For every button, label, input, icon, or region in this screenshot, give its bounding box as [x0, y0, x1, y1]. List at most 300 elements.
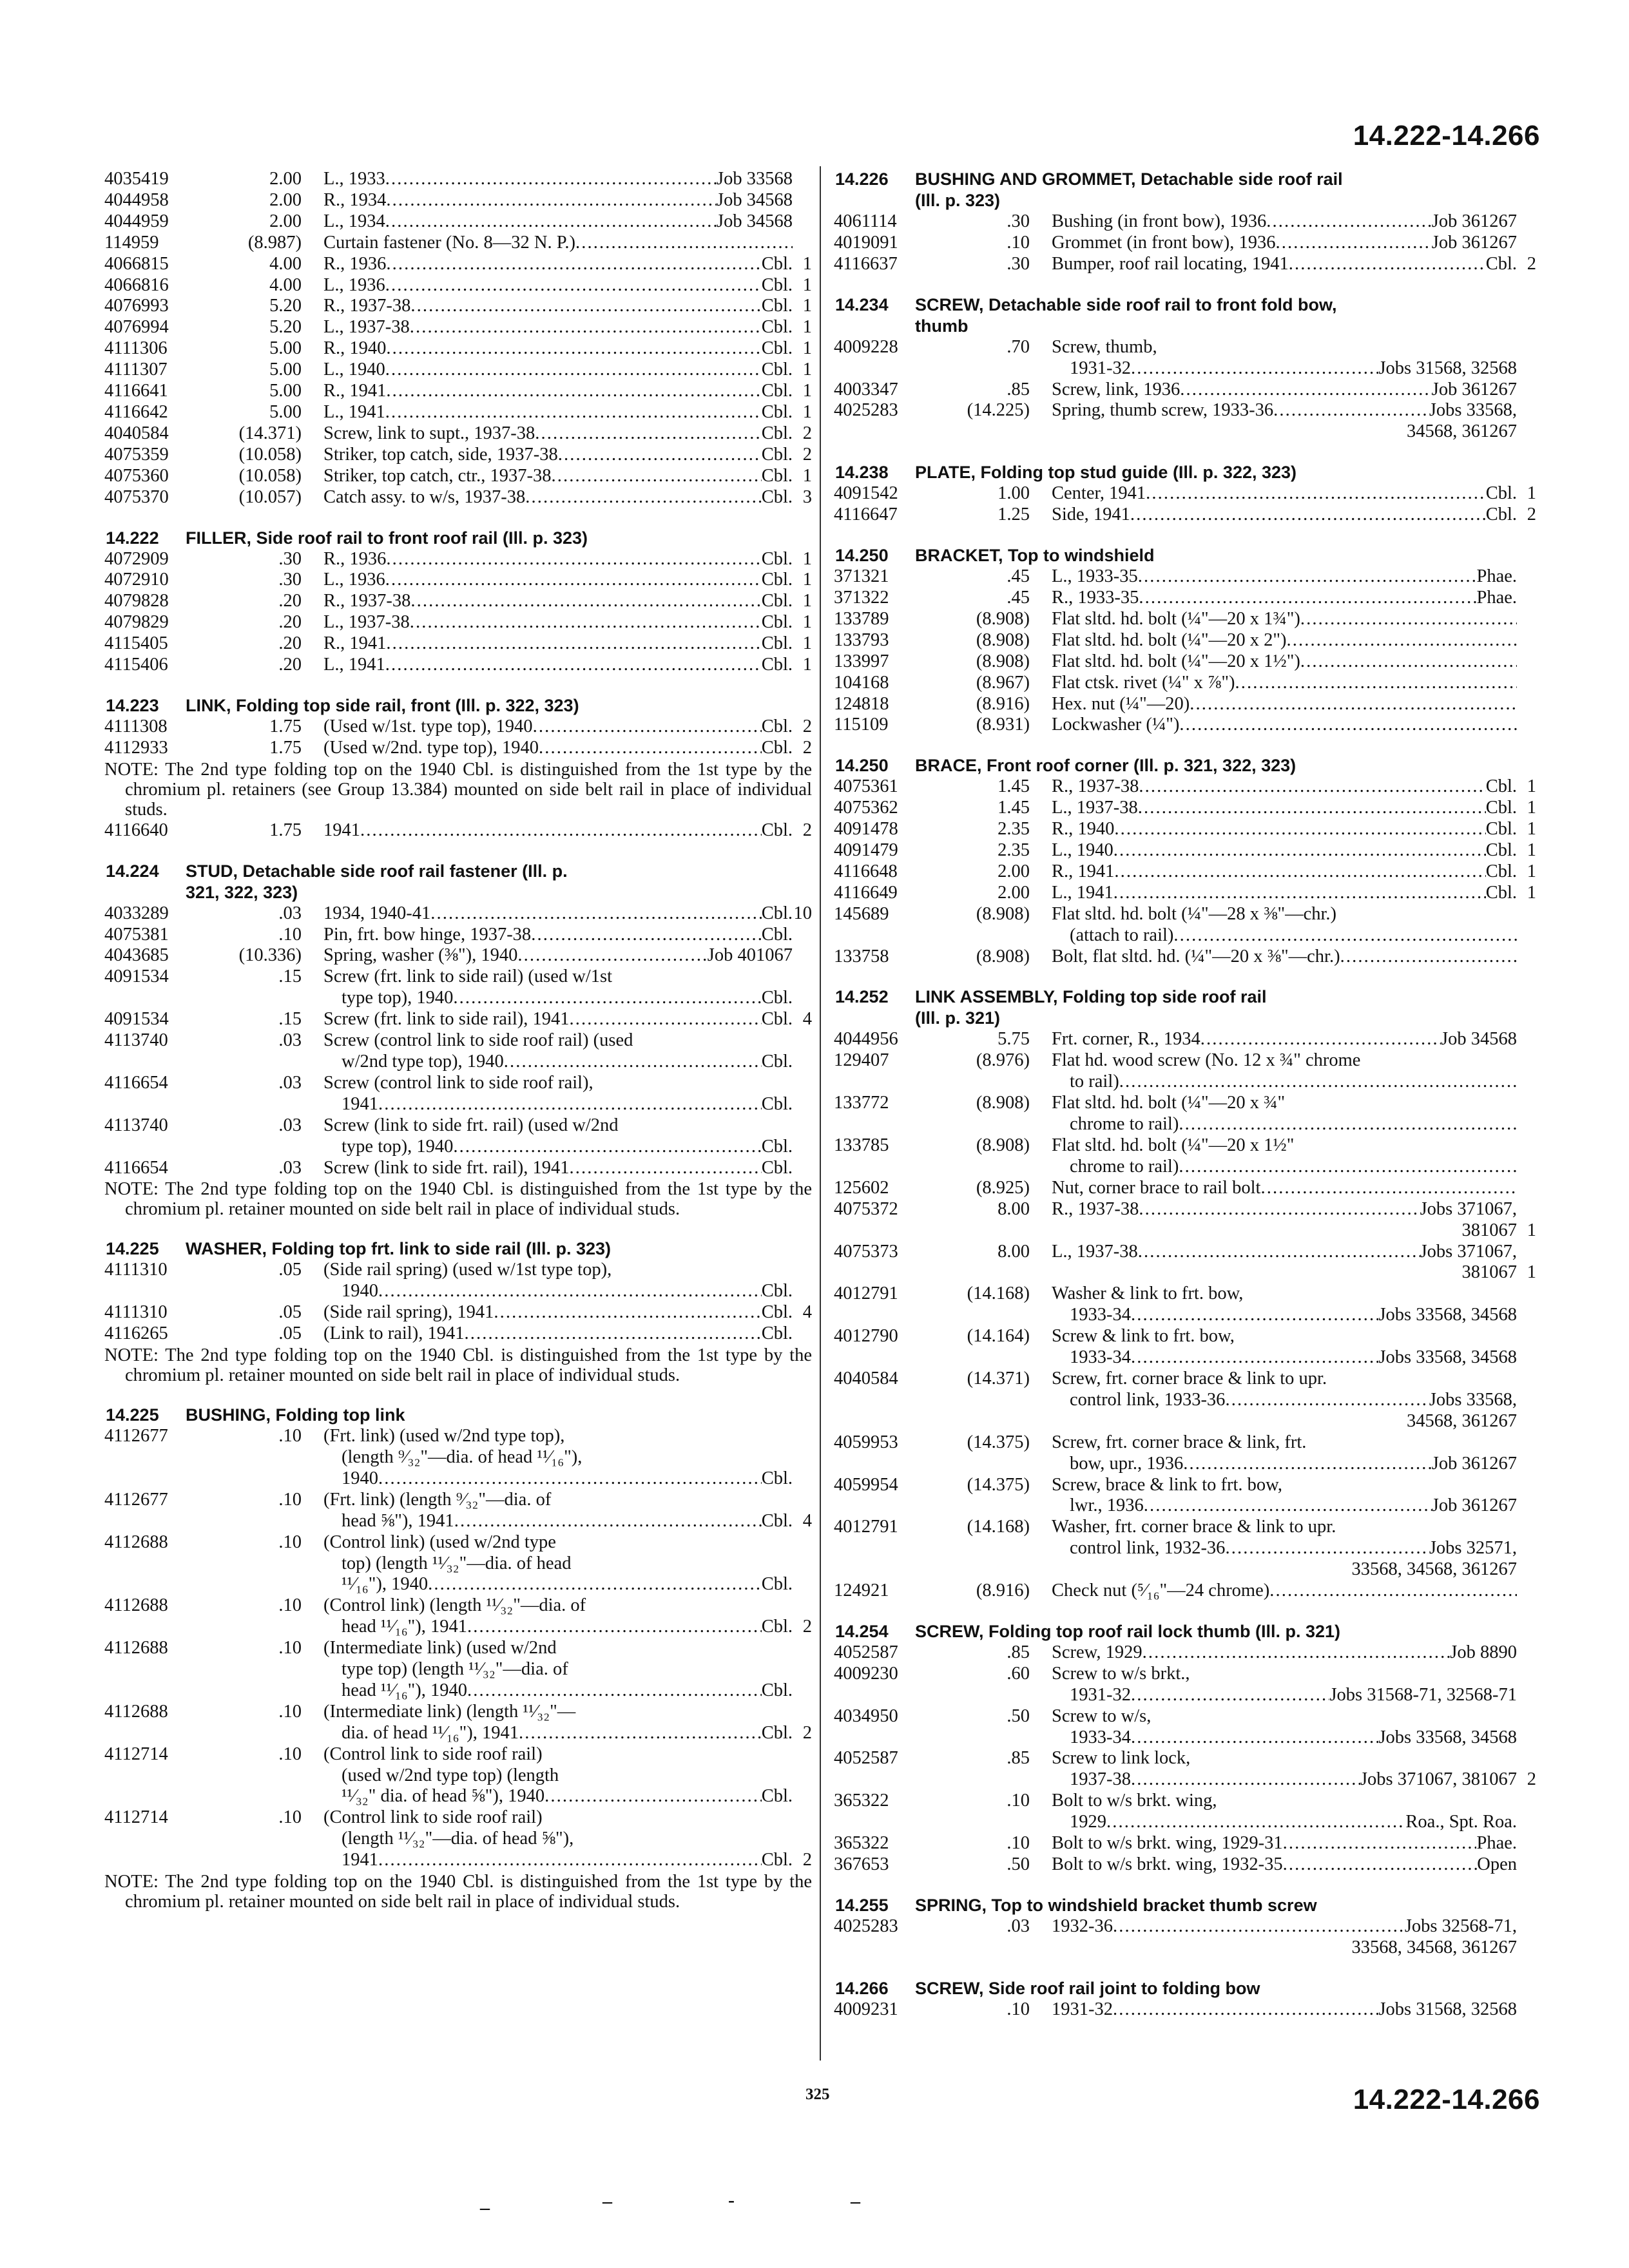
part-price: .10: [278, 1532, 302, 1552]
description-line: [323, 1468, 793, 1490]
part-row: [104, 1595, 812, 1638]
application: Jobs 31568-71, 32568-71: [1329, 1684, 1517, 1705]
description-line: [323, 903, 793, 925]
description-line: [323, 925, 793, 946]
dot-leader: [539, 738, 762, 759]
part-row: [834, 483, 1536, 505]
part-description: [1052, 1854, 1517, 1876]
quantity: 3: [802, 486, 812, 507]
part-number: 4059954: [834, 1474, 898, 1495]
section-heading: [834, 1621, 1536, 1642]
part-price: 2.00: [998, 882, 1030, 903]
description-text: Pin, frt. bow hinge, 1937-38: [323, 924, 532, 945]
dot-leader: [385, 570, 762, 591]
part-row: [104, 169, 812, 190]
part-price: .10: [278, 1807, 302, 1828]
part-row: [104, 296, 812, 317]
description-text: L., 1933-35: [1052, 566, 1138, 587]
part-price: 1.25: [998, 505, 1030, 525]
part-description: [323, 211, 793, 233]
description-line: [323, 423, 793, 445]
dot-leader: [386, 190, 717, 211]
application: Cbl.: [761, 1323, 793, 1344]
part-row: [104, 1158, 812, 1179]
description-line: [323, 1260, 793, 1281]
quantity: 2: [802, 1617, 812, 1637]
application: Cbl.: [761, 1281, 793, 1302]
part-price: .05: [278, 1323, 302, 1344]
description-line: [1052, 1262, 1517, 1283]
description-line: [1052, 1411, 1517, 1432]
description-line: [323, 612, 793, 633]
description-line: [1052, 505, 1517, 526]
description-text: L., 1937-38: [1052, 1241, 1138, 1262]
part-price: 5.20: [269, 317, 302, 338]
part-price: .20: [278, 591, 302, 611]
application: Cbl.: [761, 1510, 793, 1531]
part-price: 5.00: [269, 381, 302, 401]
part-price: .50: [1007, 1854, 1030, 1874]
part-row: [834, 1475, 1536, 1517]
part-row: [834, 1833, 1536, 1854]
dot-leader: [1119, 1072, 1517, 1093]
part-price: (14.375): [967, 1474, 1030, 1495]
part-row: [834, 1369, 1536, 1432]
part-description: [1052, 1642, 1517, 1664]
part-description: [323, 1302, 793, 1323]
part-description: [1052, 798, 1517, 819]
application: Cbl.: [761, 1617, 793, 1637]
section-title: BUSHING AND GROMMET, Detachable side roof rail: [915, 169, 1343, 189]
description-text: (used w/2nd type top) (length: [342, 1765, 559, 1785]
dot-leader: [1183, 1454, 1432, 1475]
part-price: (10.057): [238, 486, 302, 507]
description-line: [1052, 1999, 1517, 2021]
part-number: 4112688: [104, 1701, 168, 1722]
description-line: [1052, 1581, 1517, 1602]
description-text: control link, 1932-36: [1070, 1538, 1226, 1559]
description-line: [1052, 421, 1517, 443]
part-price: .50: [1007, 1706, 1030, 1726]
application: Cbl.: [761, 903, 793, 923]
description-line: [1052, 1812, 1517, 1833]
application: Cbl.: [761, 1722, 793, 1743]
description-text: Bolt to w/s brkt. wing,: [1052, 1791, 1217, 1811]
description-text: 1941: [342, 1850, 378, 1870]
part-price: (14.371): [967, 1368, 1030, 1389]
part-description: [1052, 1432, 1517, 1475]
part-number: 4075359: [104, 444, 169, 465]
part-number: 124921: [834, 1581, 889, 1601]
part-number: 4091534: [104, 966, 169, 987]
part-row: [834, 1748, 1536, 1791]
description-line: [1052, 1347, 1517, 1369]
part-row: [104, 1807, 812, 1871]
part-row: [834, 1854, 1536, 1876]
section-number: 14.226: [835, 169, 889, 189]
description-line: [323, 1680, 793, 1702]
description-line: [1052, 1916, 1517, 1937]
dot-leader: [385, 275, 762, 296]
part-row: [104, 466, 812, 487]
dot-leader: [1131, 1727, 1378, 1749]
part-row: [104, 1532, 812, 1596]
description-line: [323, 381, 793, 402]
section-heading: [104, 528, 812, 549]
description-line: [1052, 358, 1517, 380]
description-line: [323, 487, 793, 508]
part-number: 365322: [834, 1791, 889, 1811]
part-price: .10: [1007, 1791, 1030, 1811]
part-row: [104, 1115, 812, 1158]
dot-leader: [378, 1281, 762, 1302]
application: Job 33568: [717, 169, 793, 189]
part-number: 4112677: [104, 1426, 168, 1446]
section-number: 14.224: [106, 861, 159, 881]
description-line: [323, 445, 793, 466]
quantity: 1: [802, 591, 812, 611]
quantity: 1: [1527, 882, 1536, 903]
part-price: (8.908): [976, 629, 1030, 650]
part-price: .03: [278, 1030, 302, 1051]
part-number: 4112933: [104, 737, 168, 758]
part-price: .10: [1007, 1833, 1030, 1854]
part-price: (14.225): [967, 400, 1030, 421]
quantity: 2: [802, 820, 812, 840]
application: Cbl.: [761, 633, 793, 654]
part-number: 4033289: [104, 903, 169, 923]
part-price: 2.00: [269, 211, 302, 231]
part-number: 4111306: [104, 338, 168, 359]
description-line: [1052, 483, 1517, 505]
section-number: 14.252: [835, 987, 889, 1007]
part-number: 104168: [834, 672, 889, 693]
part-number: 133785: [834, 1135, 889, 1155]
description-line: [1052, 1432, 1517, 1454]
description-line: [323, 570, 793, 591]
dot-leader: [1225, 1390, 1429, 1411]
part-row: [104, 1260, 812, 1302]
part-description: [1052, 1093, 1517, 1135]
part-row: [104, 1490, 812, 1532]
quantity: 4: [802, 1510, 812, 1531]
part-description: [1052, 1369, 1517, 1432]
description-text: Striker, top catch, ctr., 1937-38: [323, 465, 552, 486]
description-text: L., 1941: [323, 401, 385, 422]
section-heading: [834, 1978, 1536, 1999]
part-description: [1052, 1999, 1517, 2021]
part-number: 4052587: [834, 1748, 898, 1769]
part-description: [1052, 233, 1517, 254]
application: Cbl.: [1485, 861, 1517, 881]
description-line: [1052, 1050, 1517, 1072]
dot-leader: [504, 1052, 762, 1073]
part-description: [323, 1490, 793, 1532]
part-description: [1052, 588, 1517, 609]
dot-leader: [454, 1511, 762, 1532]
quantity: 2: [1527, 253, 1536, 274]
description-line: [1052, 1390, 1517, 1411]
description-line: [323, 1532, 793, 1553]
part-description: [323, 1595, 793, 1638]
description-text: Side, 1941: [1052, 505, 1130, 525]
part-row: [834, 1706, 1536, 1749]
part-row: [834, 715, 1536, 736]
application: Cbl.: [761, 1302, 793, 1323]
note-text: NOTE: The 2nd type folding top on the 1940 Cbl. is distinguished from the 1st type by the chromium pl. retainer mounted on side belt rail in place of individual studs.: [104, 1345, 812, 1386]
dot-leader: [1131, 1305, 1378, 1326]
description-line: [323, 1137, 793, 1158]
application: Cbl.: [761, 486, 793, 507]
part-row: [834, 840, 1536, 861]
description-text: Screw (frt. link to side rail), 1941: [323, 1009, 570, 1030]
part-number: 4115405: [104, 633, 168, 654]
page-range-header: 14.222-14.266: [1353, 120, 1540, 151]
description-text: Screw to w/s brkt.,: [1052, 1663, 1190, 1684]
description-text: R., 1933-35: [1052, 587, 1139, 608]
description-text: Washer, frt. corner brace & link to upr.: [1052, 1517, 1336, 1537]
description-line: [323, 716, 793, 738]
application: Cbl.: [761, 444, 793, 465]
part-row: [834, 1283, 1536, 1326]
description-text: R., 1936: [323, 548, 387, 569]
section-heading: [834, 1895, 1536, 1916]
dot-leader: [1114, 861, 1485, 883]
dot-leader: [1139, 776, 1485, 798]
quantity: 1: [802, 338, 812, 359]
part-description: [323, 820, 793, 841]
description-text: bow, upr., 1936: [1070, 1453, 1184, 1474]
application: Cbl.: [761, 381, 793, 401]
description-text: Flat sltd. hd. bolt (¼"—20 x 2"): [1052, 629, 1287, 650]
part-number: 371321: [834, 566, 889, 587]
part-description: [1052, 1916, 1517, 1959]
part-price: 5.00: [269, 360, 302, 380]
dot-leader: [525, 487, 761, 508]
quantity: 1: [802, 253, 812, 274]
part-price: .70: [1007, 336, 1030, 357]
part-price: .10: [278, 1426, 302, 1446]
part-row: [104, 738, 812, 759]
part-price: .10: [278, 1595, 302, 1616]
part-description: [1052, 840, 1517, 861]
part-price: .10: [278, 1701, 302, 1722]
description-text: Flat ctsk. rivet (¼" x ⅞"): [1052, 672, 1235, 693]
section-title: BUSHING, Folding top link: [186, 1405, 405, 1425]
description-line: [323, 1659, 793, 1680]
description-text: ¹¹⁄₁₆"), 1940: [342, 1574, 429, 1595]
part-number: 4034950: [834, 1706, 898, 1726]
description-line: [323, 254, 793, 275]
part-row: [104, 1030, 812, 1073]
description-text: 1931-32: [1070, 1684, 1131, 1705]
description-line: [1052, 588, 1517, 609]
application: Cbl.: [761, 296, 793, 316]
part-number: 4043685: [104, 945, 169, 966]
dot-leader: [1173, 925, 1517, 947]
part-price: .03: [278, 1072, 302, 1093]
quantity: 1: [802, 401, 812, 422]
part-price: 8.00: [998, 1241, 1030, 1262]
part-number: 4112688: [104, 1532, 168, 1552]
section-title: BRACE, Front roof corner (Ill. p. 321, 322, 323): [915, 756, 1296, 776]
part-price: (8.931): [976, 715, 1030, 735]
part-price: (8.967): [976, 672, 1030, 693]
part-description: [323, 254, 793, 275]
application: Job 361267: [1431, 232, 1517, 253]
description-text: Hex. nut (¼"—20): [1052, 693, 1190, 714]
part-description: [323, 945, 793, 966]
application: Job 34568: [717, 189, 793, 210]
part-number: 4035419: [104, 169, 169, 189]
dot-leader: [453, 1137, 761, 1158]
part-description: [323, 233, 793, 254]
application: Jobs 31568, 32568: [1378, 1999, 1517, 2019]
note-text: NOTE: The 2nd type folding top on the 1940 Cbl. is distinguished from the 1st type by the chromium pl. retainer mounted on side belt rail in place of individual studs.: [104, 1179, 812, 1220]
dot-leader: [385, 360, 762, 381]
application: Cbl.: [761, 924, 793, 945]
part-row: [104, 1744, 812, 1808]
description-text: head ¹¹⁄₁₆"), 1941: [342, 1617, 468, 1637]
part-number: 4012790: [834, 1326, 898, 1347]
part-number: 133758: [834, 946, 889, 966]
part-number: 4044959: [104, 211, 169, 231]
description-text: R., 1937-38: [323, 296, 411, 316]
part-price: 2.00: [998, 861, 1030, 881]
dot-leader: [385, 402, 762, 423]
quantity: 1: [802, 274, 812, 295]
part-row: [104, 487, 812, 508]
dot-leader: [386, 633, 761, 655]
dot-leader: [533, 716, 762, 738]
description-text: 1940: [342, 1281, 378, 1302]
description-text: R., 1937-38: [323, 591, 411, 611]
part-price: 2.00: [269, 189, 302, 210]
part-number: 4079828: [104, 591, 169, 611]
part-number: 133997: [834, 651, 889, 671]
application: Cbl.: [761, 1850, 793, 1870]
description-line: [1052, 694, 1517, 715]
part-description: [323, 966, 793, 1009]
section-number: 14.234: [835, 294, 889, 314]
section-title: FILLER, Side roof rail to front roof rail (Ill. p. 323): [186, 528, 588, 548]
description-text: Screw, link, 1936: [1052, 379, 1181, 399]
description-line: [323, 1511, 793, 1532]
part-row: [104, 633, 812, 655]
application: Cbl.: [761, 716, 793, 736]
dot-leader: [1266, 211, 1432, 233]
description-text: R., 1941: [323, 381, 387, 401]
part-row: [104, 1323, 812, 1345]
application: Cbl.: [761, 274, 793, 295]
description-text: Check nut (⁵⁄₁₆"—24 chrome): [1052, 1581, 1270, 1601]
dot-leader: [1200, 1029, 1441, 1050]
part-row: [104, 570, 812, 591]
part-number: 4072909: [104, 548, 169, 569]
page-range-footer: 14.222-14.266: [1353, 2084, 1540, 2115]
part-description: [323, 360, 793, 381]
description-line: [323, 402, 793, 423]
dot-leader: [1190, 694, 1517, 715]
quantity: 1: [802, 381, 812, 401]
description-line: [1052, 1475, 1517, 1496]
description-line: [1052, 254, 1517, 275]
part-row: [834, 380, 1536, 401]
description-line: [1052, 715, 1517, 736]
description-text: L., 1934: [323, 211, 385, 231]
description-text: 1941: [342, 1093, 378, 1114]
part-number: 4075373: [834, 1241, 898, 1262]
description-line: [323, 988, 793, 1009]
dot-leader: [535, 423, 761, 445]
application: Cbl.: [761, 338, 793, 359]
section-heading: [104, 1238, 812, 1260]
description-text: Bumper, roof rail locating, 1941: [1052, 253, 1289, 274]
dot-leader: [386, 381, 761, 402]
part-description: [1052, 1283, 1517, 1326]
dot-leader: [1131, 1685, 1329, 1706]
section-heading: [834, 755, 1536, 776]
dot-leader: [531, 925, 762, 946]
part-row: [834, 1791, 1536, 1833]
part-price: .20: [278, 612, 302, 633]
part-number: 4116637: [834, 253, 898, 274]
part-number: 4115406: [104, 655, 168, 675]
section-heading: [104, 1405, 812, 1426]
description-line: [323, 296, 793, 317]
part-number: 4076993: [104, 296, 169, 316]
part-price: .30: [1007, 211, 1030, 231]
section-title: PLATE, Folding top stud guide (Ill. p. 322, 323): [915, 463, 1297, 483]
dot-leader: [1138, 798, 1486, 819]
application: Cbl.: [761, 423, 793, 443]
part-price: .30: [1007, 253, 1030, 274]
part-number: 4091479: [834, 840, 898, 861]
description-line: [323, 1323, 793, 1345]
description-text: 1941: [323, 820, 360, 840]
part-row: [834, 566, 1536, 588]
dot-leader: [1106, 1812, 1405, 1833]
quantity: 1: [802, 360, 812, 380]
application: Jobs 31568, 32568: [1378, 358, 1517, 378]
part-description: [1052, 400, 1517, 443]
description-line: [1052, 1369, 1517, 1390]
description-line: [323, 190, 793, 211]
description-line: [323, 1158, 793, 1179]
description-line: [1052, 883, 1517, 904]
part-price: (8.916): [976, 693, 1030, 714]
application: Phae.: [1476, 587, 1517, 608]
description-text: L., 1941: [1052, 882, 1113, 903]
part-price: .45: [1007, 566, 1030, 587]
description-text: Striker, top catch, side, 1937-38: [323, 444, 558, 465]
part-description: [323, 1426, 793, 1490]
application: Cbl.: [761, 1786, 793, 1807]
description-text: Flat sltd. hd. bolt (¼"—28 x ⅜"—chr.): [1052, 903, 1337, 924]
scan-mark: –: [602, 2191, 612, 2212]
dot-leader: [386, 338, 761, 360]
dot-leader: [378, 1850, 762, 1871]
description-line: [1052, 1220, 1517, 1242]
application: Cbl.: [761, 253, 793, 274]
dot-leader: [1235, 673, 1517, 694]
part-description: [323, 716, 793, 738]
section-title: thumb: [915, 316, 969, 336]
description-text: (Frt. link) (length ⁹⁄₃₂"—dia. of: [323, 1489, 552, 1510]
description-text: (Frt. link) (used w/2nd type top),: [323, 1426, 565, 1446]
description-line: [1052, 1791, 1517, 1812]
part-description: [1052, 1706, 1517, 1749]
